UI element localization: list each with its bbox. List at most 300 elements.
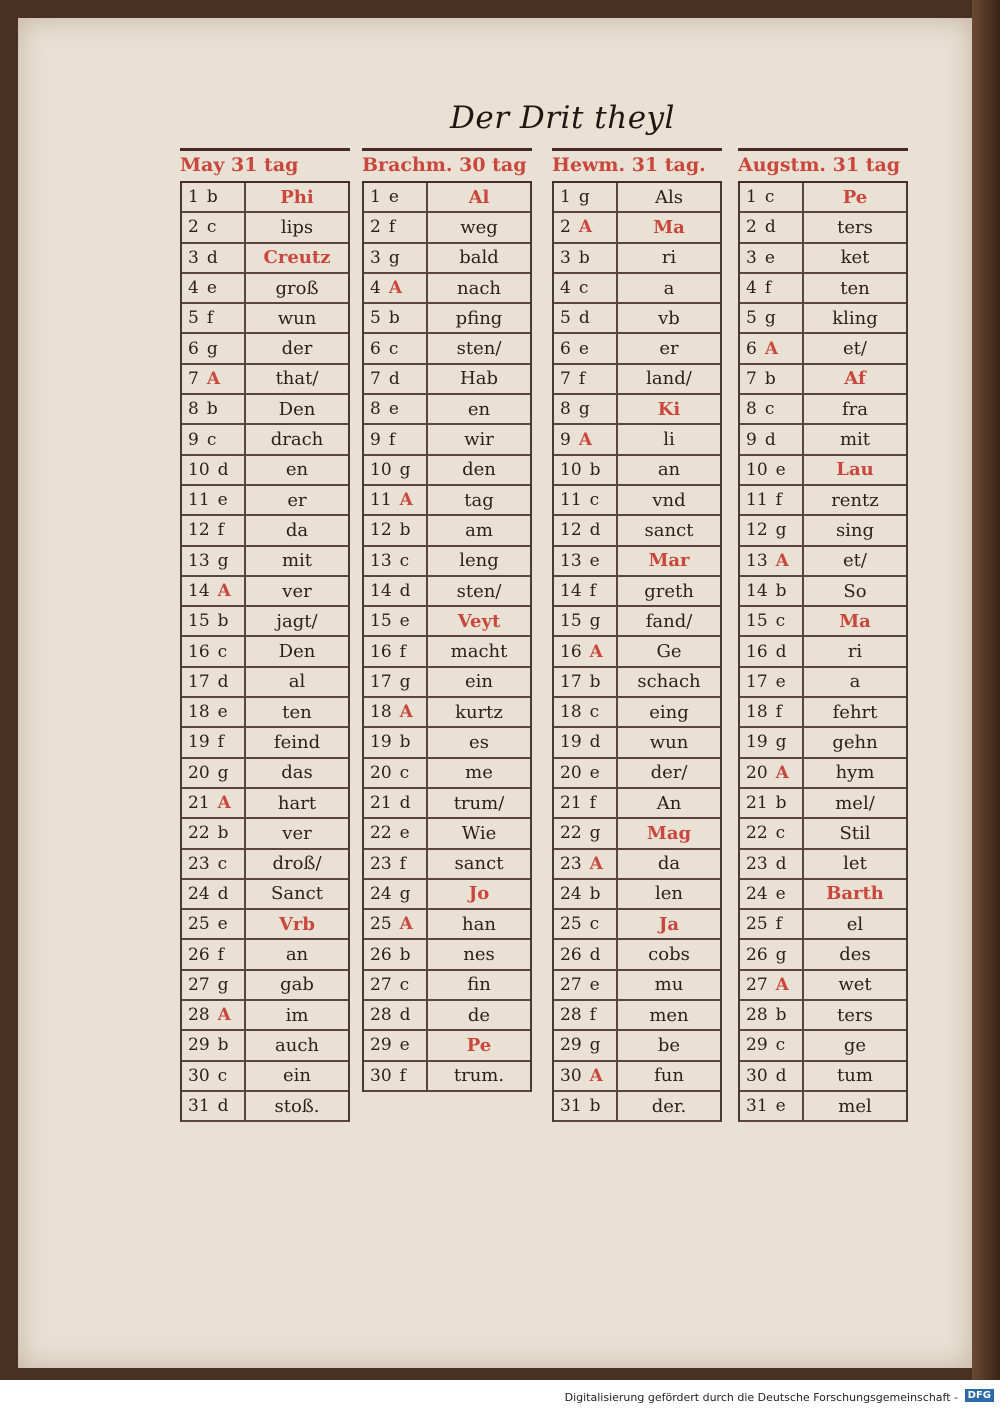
- dominical-letter: g: [764, 308, 776, 329]
- verse-word: a: [849, 671, 861, 693]
- day-number: 10: [560, 459, 582, 480]
- day-cell: [364, 759, 428, 787]
- dominical-letter: f: [217, 732, 224, 753]
- day-number: 29: [746, 1035, 768, 1056]
- verse-word: Hab: [460, 368, 498, 390]
- verse-word: cobs: [648, 944, 690, 966]
- day-cell: [554, 334, 618, 362]
- day-number: 23: [560, 853, 582, 874]
- day-cell: [740, 516, 804, 544]
- calendar-row: [740, 850, 906, 880]
- verse-word: Pe: [842, 186, 868, 208]
- verse-word: macht: [450, 641, 508, 663]
- verse-word: So: [843, 580, 867, 602]
- day-cell: [364, 274, 428, 302]
- day-number: 4: [560, 278, 571, 299]
- day-number: 4: [746, 278, 757, 299]
- day-cell: [182, 425, 246, 453]
- calendar-row: [554, 1092, 720, 1122]
- dominical-letter: c: [589, 914, 600, 935]
- calendar-row: [554, 728, 720, 758]
- calendar-row: [364, 668, 530, 698]
- calendar-row: [182, 819, 348, 849]
- dominical-letter: c: [578, 278, 589, 299]
- calendar-row: [182, 577, 348, 607]
- day-cell: [182, 304, 246, 332]
- day-cell: [740, 213, 804, 241]
- day-cell: [740, 425, 804, 453]
- dominical-letter: d: [399, 793, 411, 814]
- dominical-letter: b: [589, 1096, 601, 1117]
- day-cell: [182, 547, 246, 575]
- day-cell: [364, 668, 428, 696]
- dominical-letter: b: [399, 732, 411, 753]
- verse-word: er: [287, 489, 307, 511]
- day-cell: [364, 789, 428, 817]
- calendar-row: [182, 516, 348, 546]
- verse-word: Stil: [839, 822, 871, 844]
- day-number: 30: [188, 1065, 210, 1086]
- day-cell: [182, 819, 246, 847]
- verse-word: am: [465, 519, 493, 541]
- dominical-letter: f: [578, 368, 586, 389]
- day-cell: [740, 728, 804, 756]
- day-number: 14: [560, 581, 582, 601]
- day-number: 1: [188, 187, 199, 208]
- verse-word: Lau: [836, 459, 874, 481]
- day-number: 21: [560, 793, 582, 814]
- day-cell: [182, 850, 246, 878]
- dominical-letter: b: [589, 883, 601, 904]
- verse-word: ket: [840, 247, 870, 269]
- dominical-letter: g: [589, 1035, 601, 1056]
- day-number: 11: [370, 490, 392, 511]
- verse-word: Af: [844, 368, 866, 390]
- verse-word: mu: [654, 974, 684, 996]
- day-cell: [364, 577, 428, 605]
- calendar-row: [364, 304, 530, 334]
- dominical-letter: d: [589, 944, 601, 965]
- calendar-row: [182, 425, 348, 455]
- verse-word: nach: [457, 277, 501, 299]
- day-number: 26: [560, 944, 582, 965]
- calendar-rows: [552, 183, 722, 1122]
- verse-word: gab: [280, 974, 314, 996]
- dominical-letter: c: [764, 399, 775, 420]
- day-number: 4: [188, 278, 199, 299]
- day-number: 12: [560, 520, 582, 541]
- dominical-letter: A: [206, 368, 221, 389]
- dominical-letter: c: [589, 490, 600, 511]
- day-cell: [740, 698, 804, 726]
- calendar-row: [554, 244, 720, 274]
- column-header: Augstm. 31 tag: [738, 148, 908, 183]
- verse-word: an: [657, 459, 681, 481]
- calendar-row: [364, 637, 530, 667]
- verse-word: Pe: [466, 1034, 492, 1056]
- verse-word: mel: [838, 1095, 872, 1117]
- dominical-letter: c: [589, 702, 600, 723]
- dominical-letter: e: [399, 611, 410, 632]
- verse-word: auch: [275, 1034, 319, 1056]
- calendar-row: [364, 759, 530, 789]
- day-cell: [182, 759, 246, 787]
- day-cell: [182, 274, 246, 302]
- dominical-letter: e: [578, 338, 589, 359]
- day-number: 7: [746, 368, 757, 389]
- verse-word: ri: [847, 641, 863, 663]
- day-cell: [740, 850, 804, 878]
- dominical-letter: f: [399, 641, 406, 662]
- day-cell: [364, 607, 428, 635]
- day-number: 30: [746, 1065, 768, 1086]
- calendar-row: [182, 1062, 348, 1092]
- day-cell: [182, 637, 246, 665]
- dominical-letter: f: [764, 278, 772, 299]
- day-cell: [554, 425, 618, 453]
- day-number: 15: [370, 611, 392, 632]
- verse-word: el: [846, 913, 864, 935]
- verse-word: schach: [637, 671, 701, 693]
- calendar-row: [554, 880, 720, 910]
- day-number: 12: [188, 520, 210, 541]
- day-number: 28: [746, 1005, 768, 1026]
- calendar-row: [182, 213, 348, 243]
- day-number: 5: [746, 308, 757, 329]
- dominical-letter: d: [775, 1065, 787, 1086]
- verse-word: er: [659, 338, 679, 360]
- dominical-letter: b: [775, 1005, 787, 1026]
- verse-word: wun: [277, 307, 317, 329]
- calendar-row: [740, 728, 906, 758]
- dominical-letter: f: [217, 944, 224, 965]
- day-number: 1: [370, 187, 381, 208]
- day-cell: [554, 789, 618, 817]
- dominical-letter: f: [388, 217, 396, 238]
- dominical-letter: c: [764, 187, 775, 208]
- day-cell: [554, 304, 618, 332]
- dominical-letter: A: [388, 278, 403, 299]
- day-number: 19: [370, 732, 392, 753]
- calendar-row: [182, 274, 348, 304]
- dominical-letter: b: [578, 247, 590, 268]
- day-cell: [740, 547, 804, 575]
- calendar-row: [554, 425, 720, 455]
- day-cell: [554, 819, 618, 847]
- day-number: 22: [746, 823, 768, 844]
- day-cell: [364, 940, 428, 968]
- verse-word: Mar: [648, 550, 690, 572]
- dominical-letter: b: [775, 581, 787, 601]
- day-cell: [554, 698, 618, 726]
- day-number: 19: [188, 732, 210, 753]
- day-number: 5: [188, 308, 199, 329]
- day-number: 13: [188, 550, 210, 571]
- verse-word: mel/: [835, 792, 875, 814]
- verse-word: an: [285, 944, 309, 966]
- day-cell: [554, 1001, 618, 1029]
- day-number: 21: [746, 793, 768, 814]
- calendar-row: [364, 486, 530, 516]
- day-cell: [740, 486, 804, 514]
- calendar-row: [182, 940, 348, 970]
- verse-word: leng: [459, 550, 499, 572]
- dominical-letter: f: [399, 853, 406, 874]
- day-number: 8: [370, 399, 381, 420]
- calendar-row: [182, 910, 348, 940]
- dominical-letter: f: [775, 914, 782, 935]
- day-number: 14: [188, 581, 210, 601]
- day-number: 19: [560, 732, 582, 753]
- verse-word: stoß.: [274, 1095, 320, 1117]
- calendar-row: [740, 1001, 906, 1031]
- verse-word: trum/: [453, 792, 505, 814]
- day-number: 21: [370, 793, 392, 814]
- calendar-row: [364, 698, 530, 728]
- dominical-letter: g: [775, 732, 787, 753]
- calendar-row: [364, 547, 530, 577]
- calendar-row: [364, 577, 530, 607]
- day-number: 9: [188, 429, 199, 450]
- calendar-row: [740, 880, 906, 910]
- dominical-letter: g: [775, 944, 787, 965]
- dominical-letter: A: [775, 974, 789, 995]
- day-cell: [554, 1092, 618, 1120]
- dominical-letter: b: [399, 520, 411, 541]
- day-cell: [364, 910, 428, 938]
- calendar-row: [182, 971, 348, 1001]
- day-cell: [554, 547, 618, 575]
- calendar-row: [740, 547, 906, 577]
- calendar-row: [740, 244, 906, 274]
- verse-word: Al: [468, 186, 490, 208]
- verse-word: weg: [460, 216, 498, 238]
- dominical-letter: c: [388, 338, 399, 359]
- day-cell: [364, 183, 428, 211]
- verse-word: han: [462, 913, 496, 935]
- day-number: 28: [188, 1005, 210, 1026]
- day-cell: [364, 1031, 428, 1059]
- day-cell: [364, 819, 428, 847]
- day-number: 2: [746, 217, 757, 238]
- verse-word: trum.: [453, 1065, 505, 1087]
- day-cell: [740, 637, 804, 665]
- verse-word: en: [285, 459, 309, 481]
- day-cell: [182, 728, 246, 756]
- dominical-letter: A: [589, 641, 603, 662]
- verse-word: al: [288, 671, 306, 693]
- day-cell: [364, 425, 428, 453]
- verse-word: hart: [277, 792, 317, 814]
- calendar-row: [740, 274, 906, 304]
- day-number: 18: [560, 702, 582, 723]
- verse-word: a: [663, 277, 675, 299]
- verse-word: mit: [839, 429, 871, 451]
- day-cell: [364, 213, 428, 241]
- calendar-row: [554, 577, 720, 607]
- day-number: 10: [746, 459, 768, 480]
- dominical-letter: f: [217, 520, 224, 541]
- dominical-letter: e: [764, 247, 775, 268]
- calendar-row: [554, 334, 720, 364]
- day-cell: [554, 910, 618, 938]
- day-cell: [364, 334, 428, 362]
- calendar-row: [364, 850, 530, 880]
- day-number: 18: [370, 702, 392, 723]
- verse-word: wet: [838, 974, 872, 996]
- verse-word: Den: [278, 641, 316, 663]
- day-number: 19: [746, 732, 768, 753]
- calendar-row: [182, 607, 348, 637]
- calendar-row: [554, 274, 720, 304]
- verse-word: ein: [282, 1065, 311, 1087]
- day-number: 27: [746, 974, 768, 995]
- day-cell: [182, 395, 246, 423]
- verse-word: et/: [843, 550, 867, 572]
- day-number: 20: [370, 762, 392, 783]
- dominical-letter: d: [217, 1096, 229, 1117]
- day-cell: [740, 1062, 804, 1090]
- verse-word: ge: [843, 1034, 867, 1056]
- dominical-letter: d: [399, 581, 411, 601]
- day-number: 25: [370, 914, 392, 935]
- verse-word: Phi: [280, 186, 314, 208]
- verse-word: ver: [282, 822, 312, 844]
- dominical-letter: c: [399, 762, 410, 783]
- verse-word: tag: [464, 489, 494, 511]
- day-cell: [364, 1062, 428, 1090]
- verse-word: Sanct: [271, 883, 323, 905]
- calendar-row: [182, 1092, 348, 1122]
- day-cell: [182, 334, 246, 362]
- day-number: 16: [746, 641, 768, 662]
- day-number: 9: [746, 429, 757, 450]
- verse-word: men: [649, 1004, 689, 1026]
- day-number: 17: [746, 671, 768, 692]
- verse-word: en: [467, 398, 491, 420]
- dominical-letter: g: [399, 883, 411, 904]
- dominical-letter: A: [578, 217, 593, 238]
- calendar-row: [554, 607, 720, 637]
- day-cell: [182, 940, 246, 968]
- dominical-letter: c: [217, 853, 228, 874]
- calendar-rows: [362, 183, 532, 1092]
- dominical-letter: c: [399, 550, 410, 571]
- verse-word: de: [467, 1004, 491, 1026]
- day-number: 7: [188, 368, 199, 389]
- calendar-row: [182, 1031, 348, 1061]
- calendar-row: [364, 1001, 530, 1031]
- calendar-column-hewmonat: [552, 148, 722, 1122]
- day-number: 22: [560, 823, 582, 844]
- calendar-row: [364, 880, 530, 910]
- column-header: Brachm. 30 tag: [362, 148, 532, 183]
- day-cell: [182, 698, 246, 726]
- dominical-letter: f: [399, 1065, 406, 1086]
- day-number: 16: [560, 641, 582, 662]
- calendar-row: [364, 213, 530, 243]
- day-number: 13: [560, 550, 582, 571]
- verse-word: nes: [463, 944, 495, 966]
- verse-word: des: [839, 944, 871, 966]
- verse-word: Ma: [839, 610, 871, 632]
- day-cell: [554, 486, 618, 514]
- calendar-row: [554, 1062, 720, 1092]
- day-number: 8: [560, 399, 571, 420]
- day-number: 9: [560, 429, 571, 450]
- verse-word: wir: [464, 429, 494, 451]
- day-number: 23: [188, 853, 210, 874]
- dominical-letter: f: [775, 702, 782, 723]
- day-number: 3: [370, 247, 381, 268]
- calendar-row: [182, 244, 348, 274]
- day-cell: [554, 577, 618, 605]
- day-cell: [740, 577, 804, 605]
- calendar-row: [182, 365, 348, 395]
- verse-word: sing: [835, 519, 875, 541]
- verse-word: bald: [459, 247, 499, 269]
- verse-word: sten/: [456, 338, 502, 360]
- day-cell: [740, 759, 804, 787]
- dominical-letter: A: [217, 581, 231, 601]
- day-number: 4: [370, 278, 381, 299]
- day-cell: [182, 1062, 246, 1090]
- verse-word: me: [465, 762, 493, 784]
- verse-word: fehrt: [832, 701, 878, 723]
- day-cell: [740, 971, 804, 999]
- day-number: 27: [188, 974, 210, 995]
- dominical-letter: b: [589, 671, 601, 692]
- calendar-row: [364, 516, 530, 546]
- verse-word: im: [285, 1004, 309, 1026]
- verse-word: hym: [835, 762, 875, 784]
- calendar-row: [364, 244, 530, 274]
- dominical-letter: d: [775, 641, 787, 662]
- verse-word: rentz: [831, 489, 879, 511]
- day-cell: [554, 456, 618, 484]
- verse-word: ten: [840, 277, 870, 299]
- day-number: 24: [560, 883, 582, 904]
- day-cell: [740, 365, 804, 393]
- day-number: 25: [746, 914, 768, 935]
- day-number: 3: [188, 247, 199, 268]
- calendar-row: [740, 940, 906, 970]
- day-number: 11: [746, 490, 768, 511]
- dominical-letter: e: [206, 278, 217, 299]
- day-number: 27: [370, 974, 392, 995]
- dominical-letter: d: [399, 1005, 411, 1026]
- calendar-row: [740, 334, 906, 364]
- dominical-letter: e: [589, 550, 600, 571]
- day-number: 20: [188, 762, 210, 783]
- day-cell: [182, 1092, 246, 1120]
- day-cell: [740, 395, 804, 423]
- dominical-letter: g: [775, 520, 787, 541]
- day-cell: [364, 1001, 428, 1029]
- dominical-letter: b: [206, 187, 218, 208]
- verse-word: land/: [646, 368, 692, 390]
- calendar-row: [740, 395, 906, 425]
- day-cell: [740, 668, 804, 696]
- day-cell: [740, 244, 804, 272]
- day-number: 12: [746, 520, 768, 541]
- calendar-row: [740, 971, 906, 1001]
- verse-word: greth: [644, 580, 694, 602]
- dominical-letter: e: [217, 914, 228, 935]
- dominical-letter: A: [399, 914, 413, 935]
- verse-word: sanct: [454, 853, 504, 875]
- calendar-row: [740, 819, 906, 849]
